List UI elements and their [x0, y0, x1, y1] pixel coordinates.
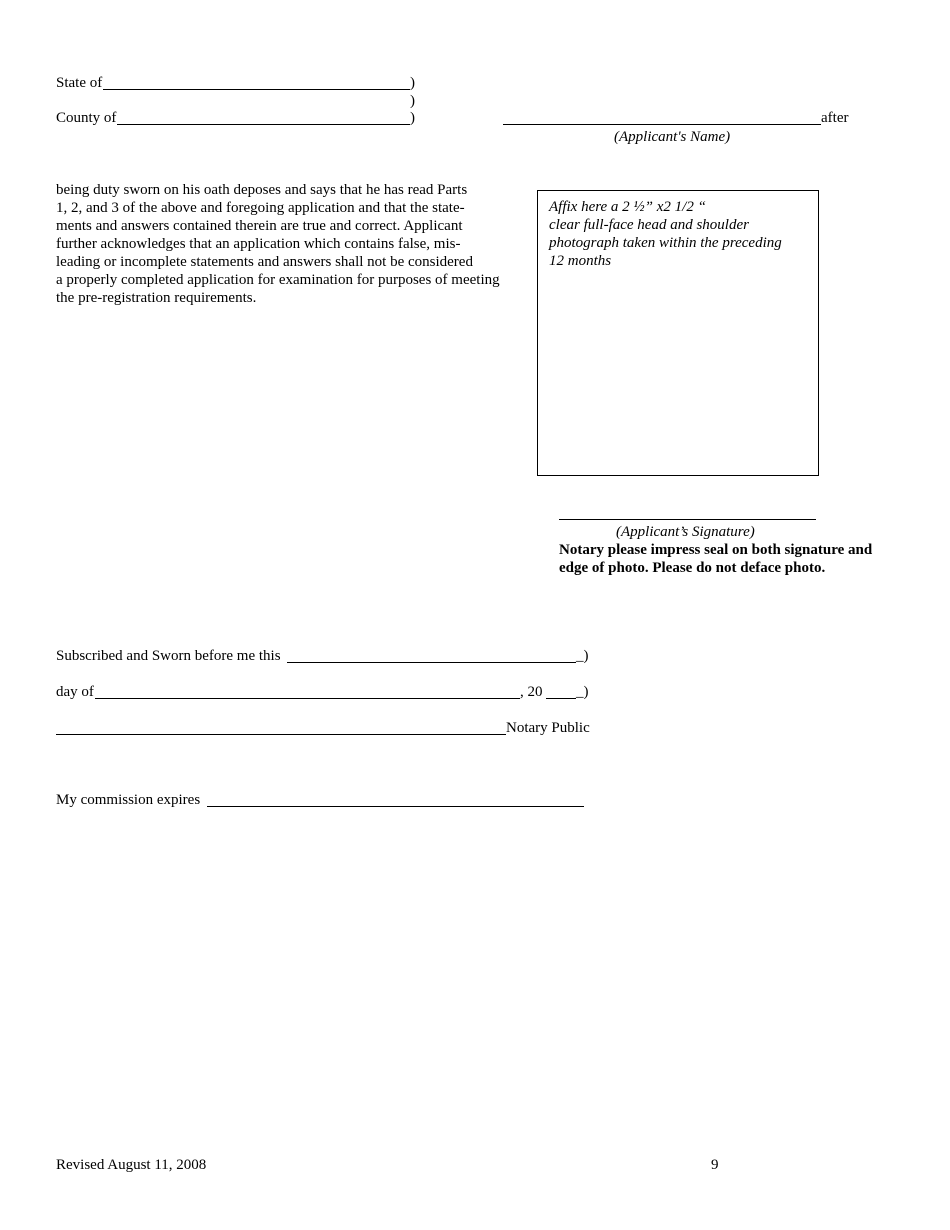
- day-of-label: day of: [56, 684, 94, 700]
- page-number: 9: [711, 1157, 719, 1173]
- affidavit-line: leading or incomplete statements and answers shall not be considered: [56, 254, 473, 270]
- affidavit-line: a properly completed application for examination for purposes of meeting: [56, 272, 500, 288]
- photo-instruction-line: photograph taken within the preceding: [549, 235, 782, 251]
- affidavit-line: being duty sworn on his oath deposes and says that he has read Parts: [56, 182, 468, 198]
- notary-public-label: Notary Public: [506, 720, 590, 736]
- notary-note-line: edge of photo. Please do not deface photo.: [559, 560, 826, 576]
- applicant-name-caption: (Applicant's Name): [614, 129, 731, 145]
- signature-caption: (Applicant’s Signature): [616, 524, 755, 540]
- affidavit-line: further acknowledges that an application which contains false, mis-: [56, 236, 461, 252]
- paren: _): [576, 648, 589, 664]
- notary-note-line: Notary please impress seal on both signature and: [559, 542, 873, 558]
- photo-instruction-line: Affix here a 2 ½” x2 1/2 “: [549, 199, 706, 215]
- photo-instructions: [549, 198, 782, 270]
- applicant-signature-field[interactable]: [559, 519, 816, 520]
- day-of-field[interactable]: [95, 698, 520, 699]
- paren: ): [410, 75, 415, 91]
- affidavit-text: [56, 181, 526, 307]
- paren: ): [410, 110, 415, 126]
- photo-instruction-line: 12 months: [549, 253, 612, 269]
- state-label: State of: [56, 75, 103, 91]
- county-label: County of: [56, 110, 117, 126]
- year-field[interactable]: [546, 698, 576, 699]
- state-field[interactable]: [103, 89, 410, 90]
- photo-instruction-line: clear full-face head and shoulder: [549, 217, 749, 233]
- subscribed-label: Subscribed and Sworn before me this: [56, 648, 281, 664]
- applicant-name-field[interactable]: [503, 124, 821, 125]
- affidavit-line: the pre-registration requirements.: [56, 290, 257, 306]
- commission-label: My commission expires: [56, 792, 201, 808]
- revised-date: Revised August 11, 2008: [56, 1157, 207, 1173]
- paren: ): [410, 93, 415, 109]
- photo-box[interactable]: [537, 190, 819, 476]
- commission-expires-field[interactable]: [207, 806, 584, 807]
- affidavit-line: ments and answers contained therein are true and correct. Applicant: [56, 218, 463, 234]
- paren: _): [576, 684, 589, 700]
- notary-signature-field[interactable]: [56, 734, 506, 735]
- county-field[interactable]: [117, 124, 410, 125]
- subscribed-field[interactable]: [287, 662, 576, 663]
- after-label: after: [821, 110, 849, 126]
- year-label: , 20: [520, 684, 543, 700]
- affidavit-line: 1, 2, and 3 of the above and foregoing application and that the state-: [56, 200, 465, 216]
